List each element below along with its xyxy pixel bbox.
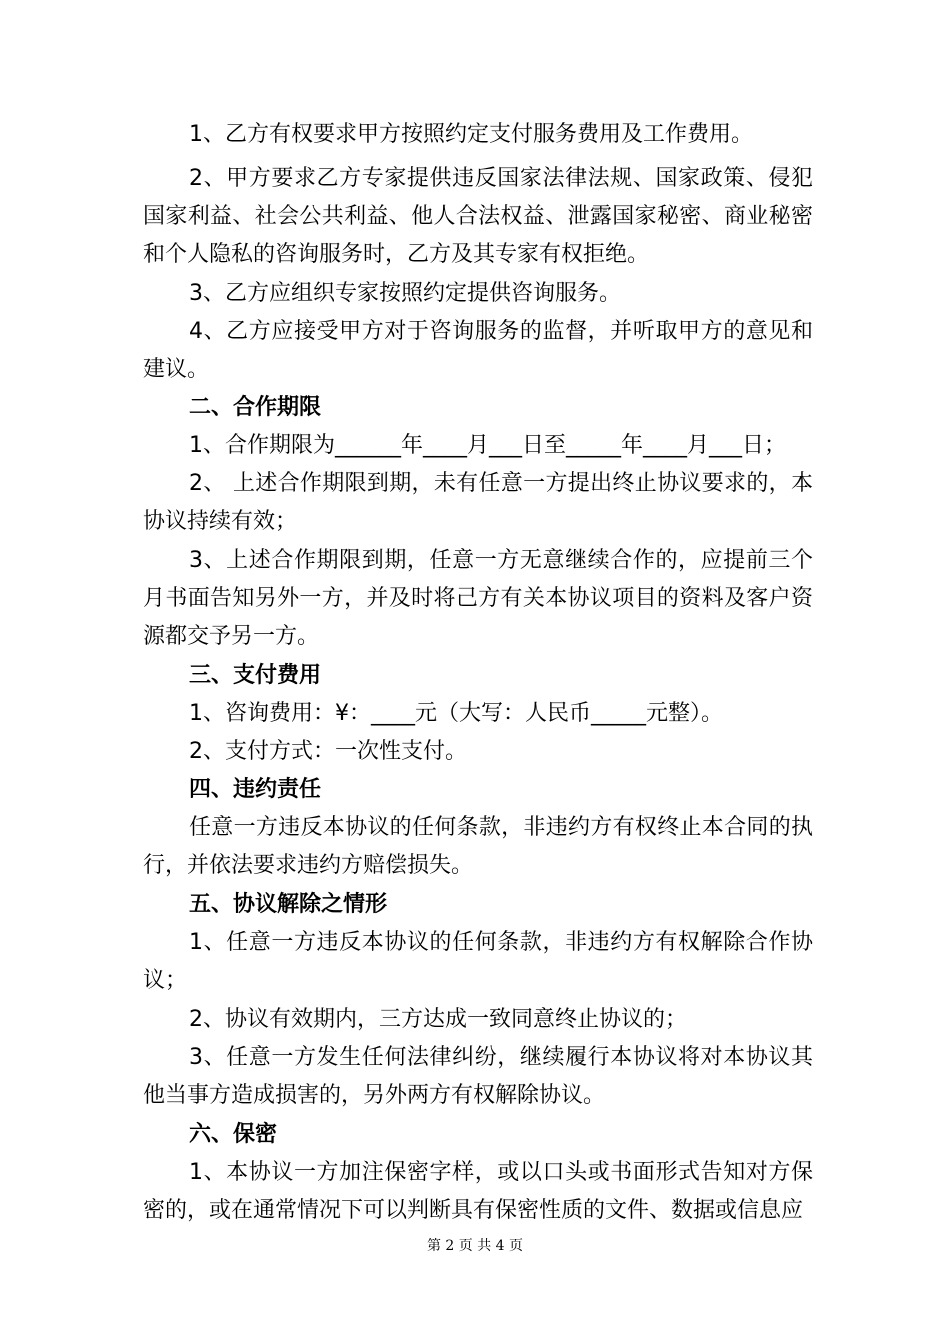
section-heading: 四、违约责任 xyxy=(189,777,322,802)
paragraph: 1、本协议一方加注保密字样，或以口头或书面形式告知对方保密的，或在通常情况下可以判断具有保密性质的文件、数据或信息应 xyxy=(143,1160,813,1223)
paragraph: 任意一方违反本协议的任何条款，非违约方有权终止本合同的执行，并依法要求违约方赔偿损失。 xyxy=(143,815,813,878)
paragraph: 1、任意一方违反本协议的任何条款，非违约方有权解除合作协议； xyxy=(143,930,813,993)
paragraph: 3、乙方应组织专家按照约定提供咨询服务。 xyxy=(189,281,621,306)
section-heading: 五、协议解除之情形 xyxy=(189,892,388,917)
paragraph: 1、咨询费用：¥：____元（大写：人民币_____元整）。 xyxy=(189,701,723,726)
section-heading: 六、保密 xyxy=(189,1122,278,1147)
paragraph: 2、支付方式：一次性支付。 xyxy=(189,739,467,764)
paragraph: 3、上述合作期限到期，任意一方无意继续合作的，应提前三个月书面告知另外一方，并及时将己方有关本协议项目的资料及客户资源都交予另一方。 xyxy=(143,548,813,649)
section-heading: 三、支付费用 xyxy=(189,663,322,688)
paragraph: 4、乙方应接受甲方对于咨询服务的监督，并听取甲方的意见和建议。 xyxy=(143,319,813,382)
page-number-footer: 第 2 页 共 4 页 xyxy=(426,1238,524,1254)
section-heading: 二、合作期限 xyxy=(189,395,322,420)
paragraph: 2、 上述合作期限到期，未有任意一方提出终止协议要求的，本协议持续有效； xyxy=(143,471,813,534)
paragraph: 1、合作期限为______年____月___日至_____年____月___日； xyxy=(189,433,786,458)
paragraph: 2、协议有效期内，三方达成一致同意终止协议的； xyxy=(189,1007,687,1032)
paragraph: 3、任意一方发生任何法律纠纷，继续履行本协议将对本协议其他当事方造成损害的，另外两方有权解除协议。 xyxy=(143,1045,813,1108)
paragraph: 2、甲方要求乙方专家提供违反国家法律法规、国家政策、侵犯国家利益、社会公共利益、他人合法权益、泄露国家秘密、商业秘密和个人隐私的咨询服务时，乙方及其专家有权拒绝。 xyxy=(143,166,813,267)
paragraph: 1、乙方有权要求甲方按照约定支付服务费用及工作费用。 xyxy=(189,122,753,147)
